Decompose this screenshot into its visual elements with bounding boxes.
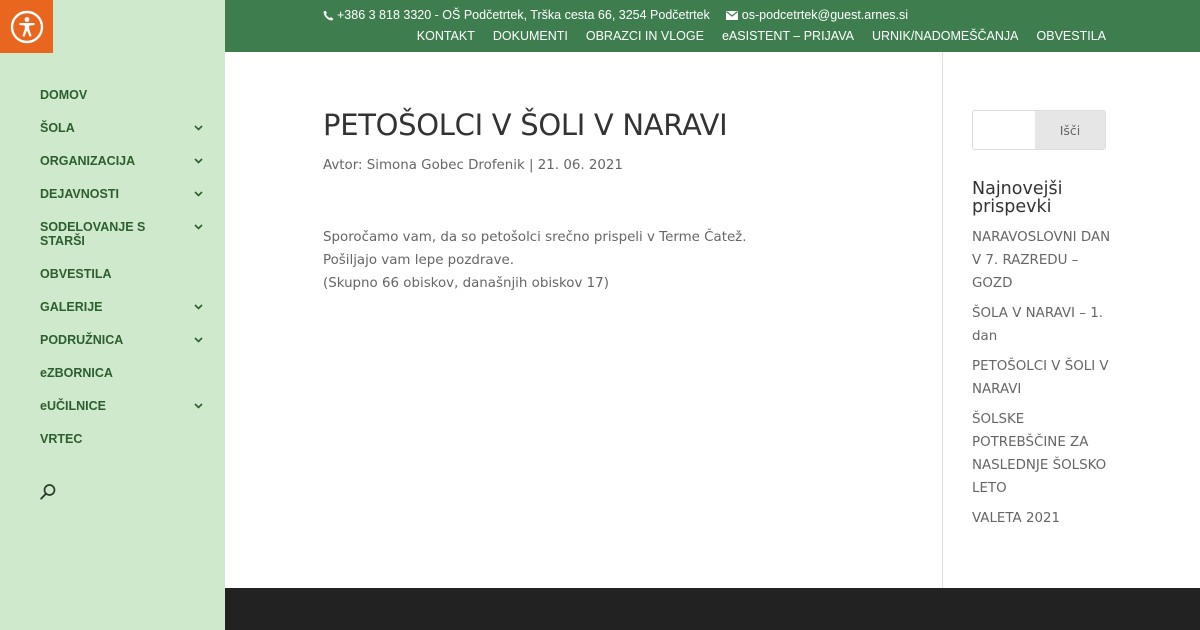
recent-post-link[interactable]: NARAVOSLOVNI DAN V 7. RAZREDU – GOZD xyxy=(972,230,1111,291)
menu-item-label: eUČILNICE xyxy=(40,399,106,413)
menu-item-label: PODRUŽNICA xyxy=(40,333,124,347)
email-text: os-podcetrtek@guest.arnes.si xyxy=(741,8,909,22)
menu-item-sodelovanje[interactable] xyxy=(40,220,160,248)
menu-item-vrtec[interactable] xyxy=(40,432,160,446)
chevron-down-icon[interactable] xyxy=(193,399,203,413)
post-title: PETOŠOLCI V ŠOLI V NARAVI xyxy=(323,108,728,142)
search-widget xyxy=(972,110,1106,150)
accessibility-icon xyxy=(10,10,44,44)
search-button[interactable]: Išči xyxy=(1035,111,1105,149)
recent-posts-title: Najnovejši prispevki xyxy=(972,179,1063,217)
menu-item-label: VRTEC xyxy=(40,432,83,446)
menu-item-dejavnosti[interactable] xyxy=(40,187,160,201)
menu-item-label: ŠOLA xyxy=(40,121,75,135)
menu-item-eucilnice[interactable] xyxy=(40,399,160,413)
recent-post-link[interactable]: PETOŠOLCI V ŠOLI V NARAVI xyxy=(972,359,1109,397)
phone-icon xyxy=(323,10,334,21)
post-body xyxy=(323,226,883,295)
topnav-kontakt[interactable]: KONTAKT xyxy=(416,29,475,43)
menu-item-ezbornica[interactable] xyxy=(40,366,160,380)
envelope-icon xyxy=(726,11,738,20)
sidebar-divider xyxy=(942,52,943,588)
chevron-down-icon[interactable] xyxy=(193,220,203,234)
chevron-down-icon[interactable] xyxy=(193,333,203,347)
email-link[interactable] xyxy=(726,8,908,22)
post-meta: Avtor: Simona Gobec Drofenik | 21. 06. 2021 xyxy=(323,158,623,173)
accessibility-button[interactable] xyxy=(0,0,53,53)
post-paragraph: Sporočamo vam, da so petošolci srečno prispeli v Terme Čatež. xyxy=(323,230,747,245)
menu-item-label: DEJAVNOSTI xyxy=(40,187,119,201)
recent-post-link[interactable]: ŠOLA V NARAVI – 1. dan xyxy=(972,306,1103,344)
menu-item-podruznica[interactable] xyxy=(40,333,160,347)
topnav-obrazci-in-vloge[interactable]: OBRAZCI IN VLOGE xyxy=(585,29,704,43)
menu-item-galerije[interactable] xyxy=(40,300,160,314)
menu-item-obvestila[interactable] xyxy=(40,267,160,281)
menu-item-sola[interactable] xyxy=(40,121,160,135)
top-header-bar xyxy=(225,0,1200,52)
menu-item-label: GALERIJE xyxy=(40,300,103,314)
post-paragraph: (Skupno 66 obiskov, današnjih obiskov 17) xyxy=(323,276,609,291)
recent-post-link[interactable]: VALETA 2021 xyxy=(972,511,1061,526)
page-footer xyxy=(225,588,1200,630)
post-content xyxy=(323,108,883,295)
recent-posts-list xyxy=(972,226,1112,537)
search-icon[interactable] xyxy=(39,483,57,501)
menu-item-label: DOMOV xyxy=(40,88,88,102)
search-input[interactable] xyxy=(973,111,1035,149)
chevron-down-icon[interactable] xyxy=(193,121,203,135)
recent-post-link[interactable]: ŠOLSKE POTREBŠČINE ZA NASLEDNJE ŠOLSKO LETO xyxy=(972,412,1107,496)
contact-info xyxy=(323,8,908,22)
top-navigation xyxy=(399,29,1106,43)
chevron-down-icon[interactable] xyxy=(193,300,203,314)
menu-item-label: eZBORNICA xyxy=(40,366,113,380)
left-sidebar xyxy=(0,0,225,630)
topnav-easistent-prijava[interactable]: eASISTENT – PRIJAVA xyxy=(721,29,854,43)
chevron-down-icon[interactable] xyxy=(193,187,203,201)
menu-item-label: OBVESTILA xyxy=(40,267,112,281)
topnav-obvestila[interactable]: OBVESTILA xyxy=(1036,29,1106,43)
phone-address-text: +386 3 818 3320 - OŠ Podčetrtek, Trška cesta 66, 3254 Podčetrtek xyxy=(337,8,710,22)
topnav-urnik-nadomescanja[interactable]: URNIK/NADOMEŠČANJA xyxy=(871,29,1019,43)
chevron-down-icon[interactable] xyxy=(193,154,203,168)
topnav-dokumenti[interactable]: DOKUMENTI xyxy=(492,29,568,43)
menu-item-domov[interactable] xyxy=(40,88,160,102)
post-paragraph: Pošiljajo vam lepe pozdrave. xyxy=(323,253,515,268)
menu-item-label: SODELOVANJE S STARŠI xyxy=(40,220,146,248)
menu-item-organizacija[interactable] xyxy=(40,154,160,168)
menu-item-label: ORGANIZACIJA xyxy=(40,154,136,168)
